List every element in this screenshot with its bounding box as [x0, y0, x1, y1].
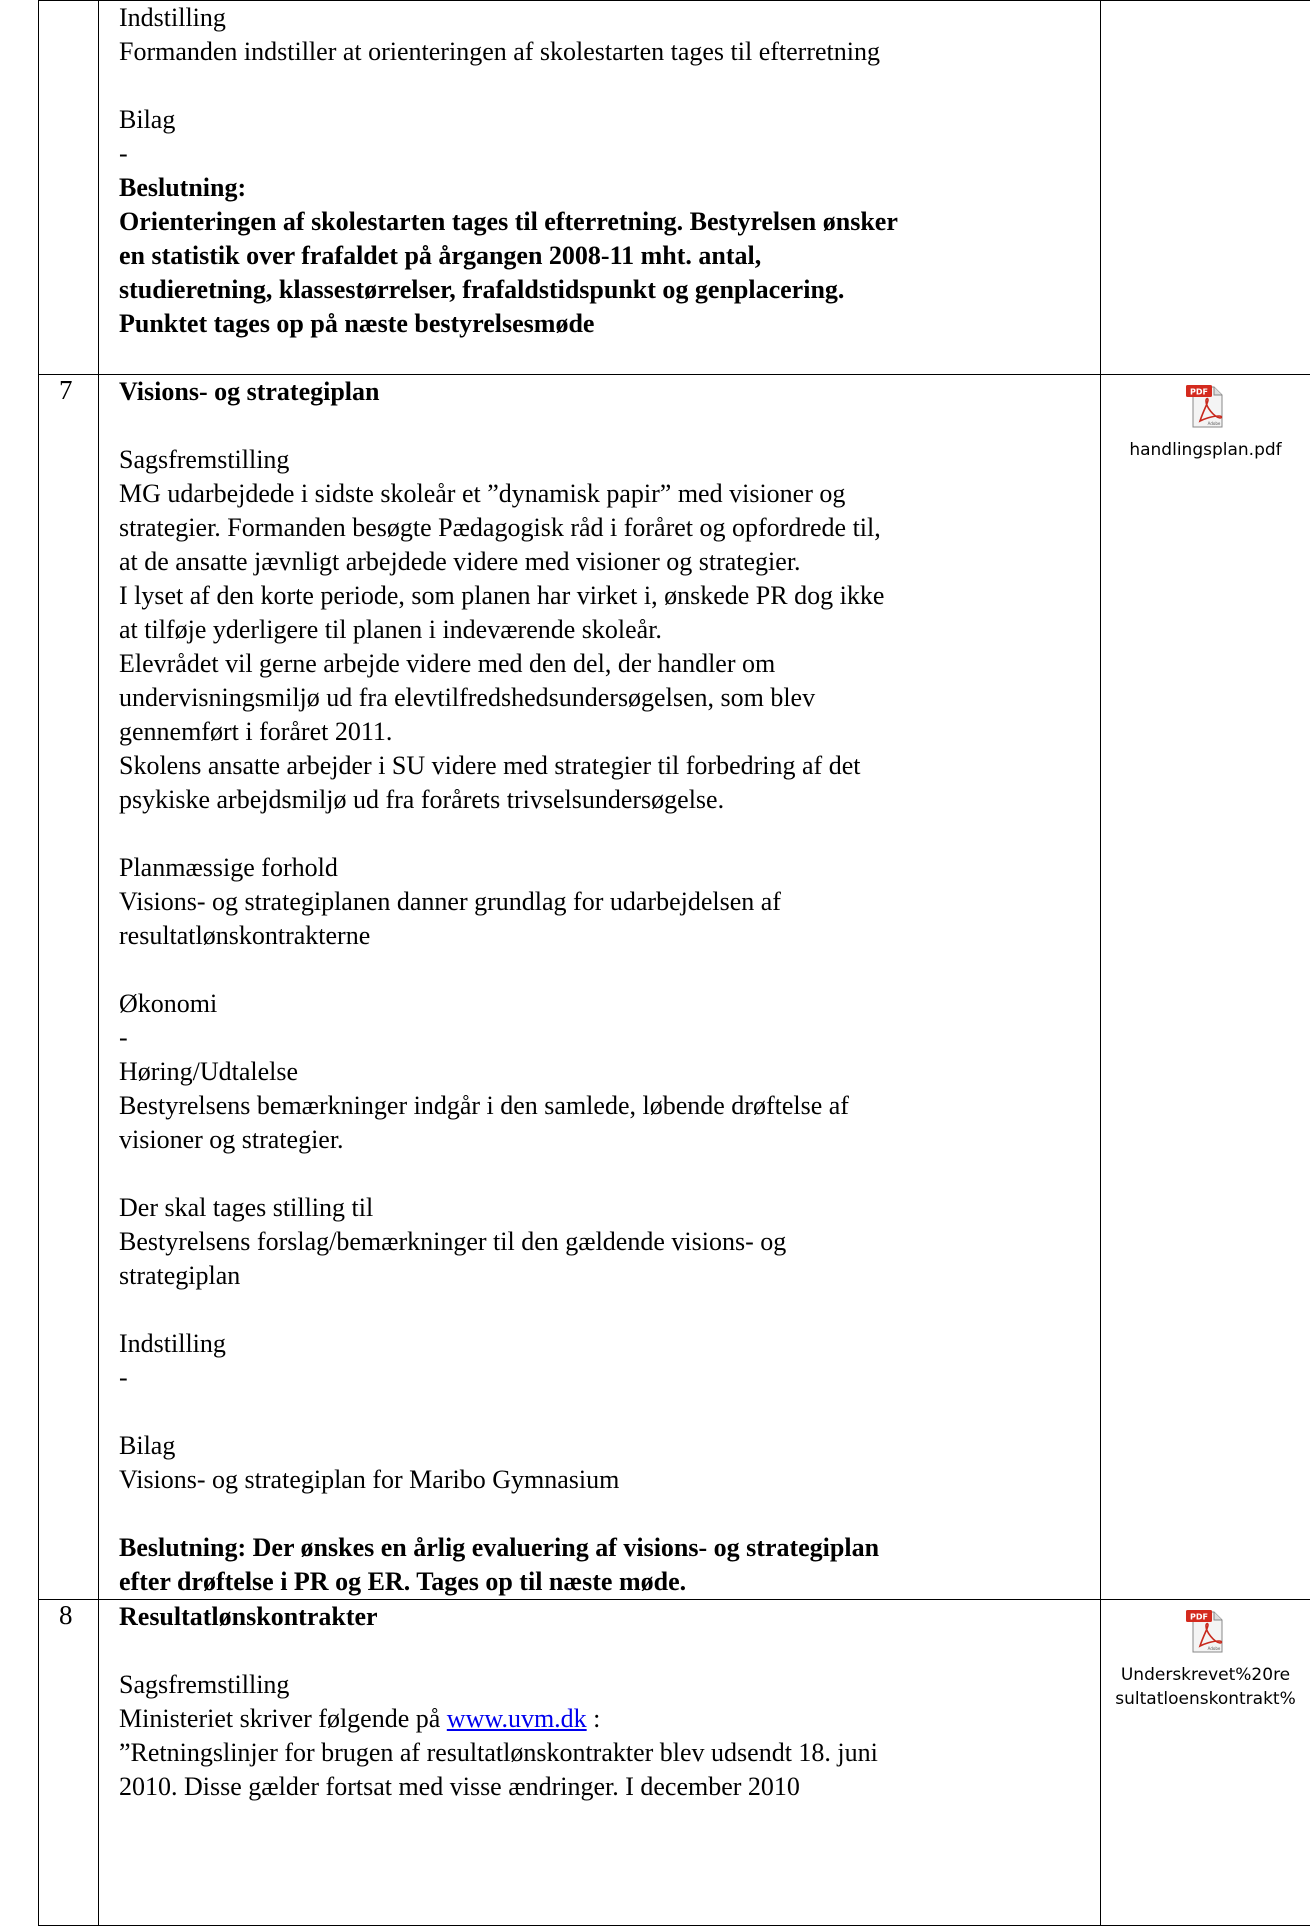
decision-text-line: en statistik over frafaldet på årgangen 2008-11 mht. antal,	[119, 241, 762, 270]
blank-line	[119, 409, 1082, 443]
item-content-cell	[99, 375, 1101, 1600]
text-line: resultatlønskontrakterne	[119, 921, 371, 950]
text-line: Ministeriet skriver følgende på www.uvm.dk :	[119, 1704, 601, 1733]
text-line: MG udarbejdede i sidste skoleår et ”dynamisk papir” med visioner og	[119, 479, 846, 508]
attachment-cell	[1101, 1, 1310, 375]
text-line: Bestyrelsens forslag/bemærkninger til den gældende visions- og	[119, 1227, 787, 1256]
blank-line	[119, 1395, 1082, 1429]
agenda-row-prev	[39, 1, 1310, 375]
uvm-link[interactable]: www.uvm.dk	[446, 1704, 587, 1733]
blank-line	[119, 1497, 1082, 1531]
attachment-filename: Underskrevet%20re sultatloenskontrakt%	[1115, 1665, 1296, 1709]
blank-line	[119, 953, 1082, 987]
svg-text:PDF: PDF	[1189, 1612, 1208, 1622]
item-title: Visions- og strategiplan	[119, 377, 380, 406]
text-line: Planmæssige forhold	[119, 853, 338, 882]
text-line: Skolens ansatte arbejder i SU videre med strategier til forbedring af det	[119, 751, 861, 780]
item-content-cell	[99, 1, 1101, 375]
decision-text-line: studieretning, klassestørrelser, frafaldstidspunkt og genplacering.	[119, 275, 845, 304]
agenda-row-7	[39, 375, 1310, 1600]
pdf-attachment-handlingsplan[interactable]	[1101, 383, 1310, 462]
pdf-attachment-resultatloenskontrakt[interactable]	[1101, 1608, 1310, 1711]
text-line: undervisningsmiljø ud fra elevtilfredshedsundersøgelsen, som blev	[119, 683, 816, 712]
blank-line	[119, 1634, 1082, 1668]
text-line: strategiplan	[119, 1261, 241, 1290]
text-line: -	[119, 1023, 128, 1052]
text-line: at de ansatte jævnligt arbejdede videre med visioner og strategier.	[119, 547, 801, 576]
text-line: Høring/Udtalelse	[119, 1057, 299, 1086]
agenda-table	[38, 0, 1310, 1926]
blank-line	[119, 1293, 1082, 1327]
item-number: 8	[39, 1600, 99, 1926]
section-heading: Sagsfremstilling	[119, 1670, 290, 1699]
pdf-file-icon	[1184, 383, 1228, 429]
item-text-block	[119, 409, 1082, 1599]
text-line: Sagsfremstilling	[119, 445, 290, 474]
attachment-filename: handlingsplan.pdf	[1129, 440, 1282, 460]
text-line: Formanden indstiller at orienteringen af skolestarten tages til efterretning	[119, 37, 880, 66]
text-line: strategier. Formanden besøgte Pædagogisk råd i foråret og opfordrede til,	[119, 513, 881, 542]
decision-text-line: Punktet tages op på næste bestyrelsesmøde	[119, 309, 595, 338]
text-line: visioner og strategier.	[119, 1125, 344, 1154]
text-line: Indstilling	[119, 3, 226, 32]
decision-text-line: Orienteringen af skolestarten tages til efterretning. Bestyrelsen ønsker	[119, 207, 898, 236]
attachment-cell	[1101, 375, 1310, 1600]
item-content-cell	[99, 1600, 1101, 1926]
item-number: 7	[39, 375, 99, 1600]
blank-line	[119, 69, 1082, 103]
text-line: Bilag	[119, 1431, 176, 1460]
svg-text:Adobe: Adobe	[1207, 1646, 1220, 1651]
pdf-file-icon	[1184, 1608, 1228, 1654]
svg-text:PDF: PDF	[1189, 387, 1208, 397]
item-number-cell	[39, 1, 99, 375]
text-line: Bilag	[119, 105, 176, 134]
text-line: 2010. Disse gælder fortsat med visse ændringer. I december 2010	[119, 1772, 800, 1801]
text-line: Indstilling	[119, 1329, 226, 1358]
agenda-row-8	[39, 1600, 1310, 1926]
text-line: Økonomi	[119, 989, 218, 1018]
text-line: at tilføje yderligere til planen i indeværende skoleår.	[119, 615, 662, 644]
text-line: -	[119, 1363, 128, 1392]
item-text-block	[99, 1, 1100, 341]
blank-line	[119, 817, 1082, 851]
attachment-cell	[1101, 1600, 1310, 1926]
text-line: Der skal tages stilling til	[119, 1193, 374, 1222]
text-line: -	[119, 139, 128, 168]
text-line: Visions- og strategiplan for Maribo Gymnasium	[119, 1465, 620, 1494]
blank-line	[119, 1157, 1082, 1191]
decision-text-line: efter drøftelse i PR og ER. Tages op til næste møde.	[119, 1567, 687, 1596]
text-line: Visions- og strategiplanen danner grundlag for udarbejdelsen af	[119, 887, 781, 916]
text-line: psykiske arbejdsmiljø ud fra forårets trivselsundersøgelse.	[119, 785, 725, 814]
svg-text:Adobe: Adobe	[1207, 421, 1220, 426]
decision-text-line: Beslutning: Der ønskes en årlig evaluering af visions- og strategiplan	[119, 1533, 880, 1562]
text-line: gennemført i foråret 2011.	[119, 717, 393, 746]
text-line: Elevrådet vil gerne arbejde videre med den del, der handler om	[119, 649, 776, 678]
text-line: I lyset af den korte periode, som planen har virket i, ønskede PR dog ikke	[119, 581, 885, 610]
text-line: ”Retningslinjer for brugen af resultatlønskontrakter blev udsendt 18. juni	[119, 1738, 878, 1767]
item-title: Resultatlønskontrakter	[119, 1602, 378, 1631]
decision-text-line: Beslutning:	[119, 173, 247, 202]
text-line: Bestyrelsens bemærkninger indgår i den samlede, løbende drøftelse af	[119, 1091, 849, 1120]
